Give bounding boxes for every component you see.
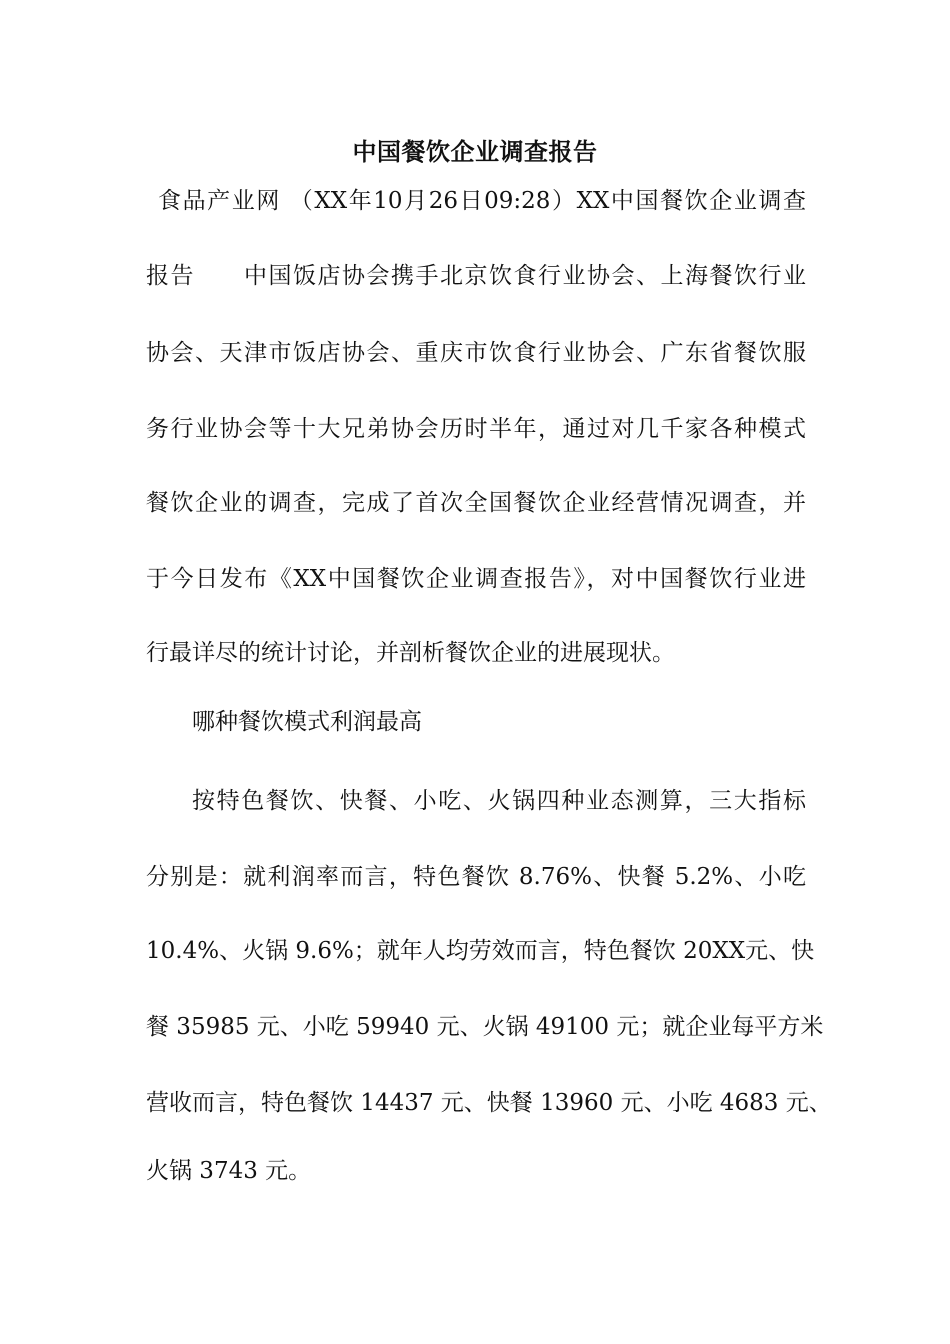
paragraph-line: 10.4%、火锅 9.6%；就年人均劳效而言，特色餐饮 20XX元、快	[146, 938, 815, 964]
paragraph-line: 行最详尽的统计讨论，并剖析餐饮企业的进展现状。	[146, 640, 675, 666]
paragraph-line: 餐饮企业的调查，完成了首次全国餐饮企业经营情况调查，并	[146, 490, 806, 516]
paragraph-line: 火锅 3743 元。	[146, 1158, 312, 1184]
document-title: 中国餐饮企业调查报告	[352, 137, 598, 166]
paragraph-line: 营收而言，特色餐饮 14437 元、快餐 13960 元、小吃 4683 元、	[146, 1090, 832, 1116]
paragraph-line: 报告 中国饭店协会携手北京饮食行业协会、上海餐饮行业	[146, 263, 806, 289]
paragraph-line: 食品产业网 （XX年10月26日09:28）XX中国餐饮企业调查	[158, 188, 806, 214]
section-heading: 哪种餐饮模式利润最高	[192, 709, 422, 735]
paragraph-line: 餐 35985 元、小吃 59940 元、火锅 49100 元；就企业每平方米	[146, 1014, 824, 1040]
paragraph-line: 协会、天津市饭店协会、重庆市饮食行业协会、广东省餐饮服	[146, 340, 806, 366]
paragraph-line: 分别是：就利润率而言，特色餐饮 8.76%、快餐 5.2%、小吃	[146, 864, 806, 890]
paragraph-line: 按特色餐饮、快餐、小吃、火锅四种业态测算，三大指标	[192, 788, 806, 814]
paragraph-line: 务行业协会等十大兄弟协会历时半年，通过对几千家各种模式	[146, 416, 806, 442]
paragraph-line: 于今日发布《XX中国餐饮企业调查报告》，对中国餐饮行业进	[146, 566, 806, 592]
